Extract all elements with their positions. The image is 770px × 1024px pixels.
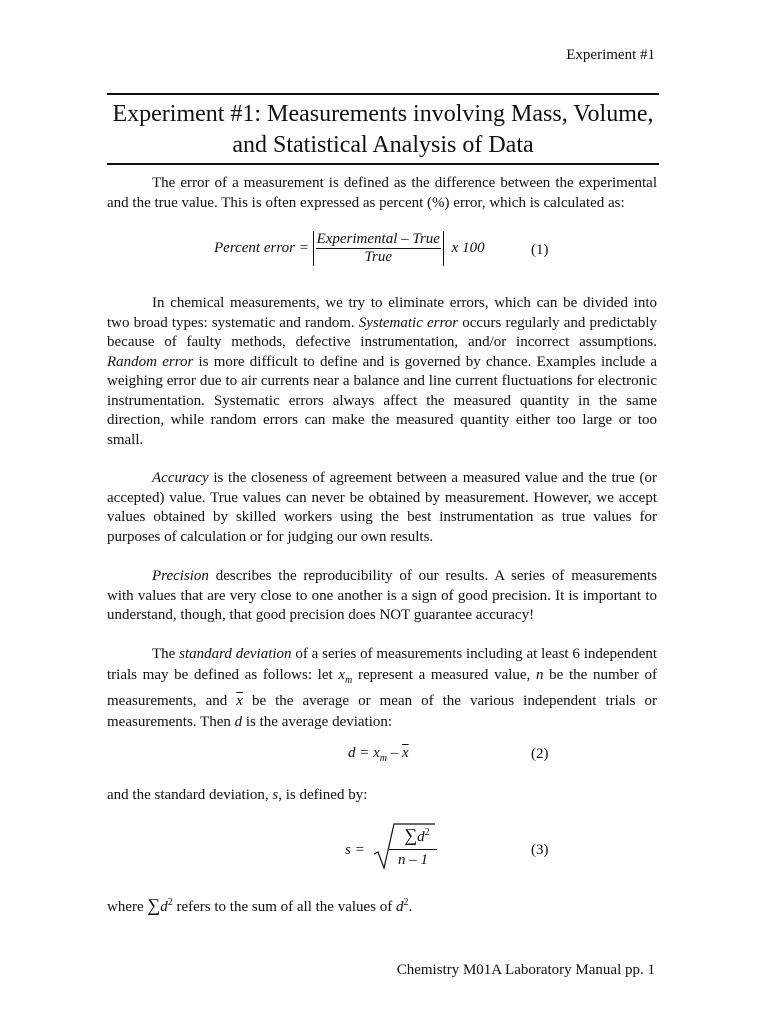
text-run: be the number of measurements, and bbox=[107, 666, 657, 709]
text-run: is the closeness of agreement between a measured value and the true (or accepted) value. True values can never be obtained by measurement. However, we accept values obtained by skilled workers using the best instrumentation as true values for purposes of calculation or for judging our own results. bbox=[107, 470, 657, 545]
exponent: 2 bbox=[424, 827, 430, 838]
fraction-bar bbox=[389, 849, 437, 850]
paragraph-standard-deviation bbox=[107, 644, 657, 732]
variable-d: d bbox=[160, 899, 168, 915]
equation-lhs: s = bbox=[345, 842, 365, 858]
variable-d: d bbox=[417, 829, 425, 845]
title-line-2: and Statistical Analysis of Data bbox=[232, 132, 534, 158]
paragraph-sum-note bbox=[107, 893, 657, 918]
fraction bbox=[316, 231, 441, 266]
variable-x: x bbox=[373, 745, 380, 761]
text-run: In chemical measurements, we try to eliminate errors, which can be divided into two broad types: systematic and random. bbox=[107, 295, 657, 331]
sqrt-denominator: n – 1 bbox=[398, 852, 428, 868]
summation-sign: ∑ bbox=[404, 825, 418, 845]
paragraph-standard-deviation-intro bbox=[107, 786, 657, 806]
variable-x-bar: $\overline{x}$ bbox=[402, 745, 409, 761]
paragraph-accuracy bbox=[107, 469, 657, 547]
title-block bbox=[107, 93, 659, 165]
term-accuracy: Accuracy bbox=[152, 470, 209, 486]
paragraph-precision bbox=[107, 567, 657, 626]
absolute-value-bars bbox=[313, 231, 444, 266]
text-run: refers to the sum of all the values of bbox=[172, 899, 397, 915]
equation-number-2: (2) bbox=[531, 746, 549, 762]
paragraph-error-definition bbox=[107, 174, 657, 213]
variable-n: n bbox=[535, 666, 544, 683]
minus-sign: – bbox=[387, 745, 403, 761]
variable-d: d bbox=[234, 713, 243, 730]
term-random-error: Random error bbox=[107, 353, 194, 370]
numerator: Experimental – True bbox=[316, 231, 440, 247]
variable-s: s bbox=[272, 787, 279, 803]
equation-lhs: Percent error = bbox=[214, 240, 309, 256]
term-standard-deviation: standard deviation bbox=[179, 646, 292, 662]
equation-lhs: d = bbox=[348, 745, 374, 761]
sqrt-numerator bbox=[397, 825, 437, 846]
subscript-m: m bbox=[345, 674, 353, 686]
term-precision: Precision bbox=[152, 568, 209, 584]
equation-number-1: (1) bbox=[531, 242, 549, 258]
running-head: Experiment #1 bbox=[566, 47, 655, 63]
text-run: and the standard deviation, bbox=[107, 787, 273, 803]
denominator: True bbox=[364, 249, 392, 265]
multiplier: x 100 bbox=[451, 240, 485, 256]
paragraph-text: The error of a measurement is defined as the difference between the experimental and the true value. This is often expressed as percent (%) error, which is calculated as: bbox=[107, 175, 657, 211]
title-line-1: Experiment #1: Measurements involving Mass, Volume, bbox=[112, 101, 654, 127]
variable-x: x bbox=[338, 666, 346, 683]
subscript-m: m bbox=[379, 753, 388, 764]
text-run: is the average deviation: bbox=[242, 713, 393, 730]
text-run: The bbox=[152, 646, 180, 662]
term-systematic-error: Systematic error bbox=[358, 314, 459, 331]
paragraph-error-types bbox=[107, 294, 657, 450]
text-run: be the average or mean of the various independent trials or measurements. Then bbox=[107, 693, 657, 730]
text-run: of a series of measurements including at least 6 independent trials may be defined as follows: let bbox=[107, 646, 658, 683]
equation-number-3: (3) bbox=[531, 842, 549, 858]
page-footer: Chemistry M01A Laboratory Manual pp. 1 bbox=[396, 962, 655, 978]
exponent: 2 bbox=[167, 897, 173, 908]
exponent: 2 bbox=[403, 897, 409, 908]
text-run: . bbox=[408, 899, 413, 915]
variable-d: d bbox=[396, 899, 404, 915]
summation-sign: ∑ bbox=[147, 895, 161, 915]
equation-percent-error bbox=[214, 231, 485, 266]
text-run: describes the reproducibility of our results. A series of measurements with values that are very close to one another is a sign of good precision. It is important to understand, though, that good precision does NOT guarantee accuracy! bbox=[107, 568, 657, 623]
text-run: where bbox=[107, 899, 148, 915]
variable-x-bar: $\overline{x}$ bbox=[236, 693, 243, 709]
text-run: , is defined by: bbox=[278, 787, 368, 803]
text-run: occurs regularly and predictably because of faulty methods, defective instrumentation, and/or incorrect assumptions. bbox=[107, 314, 658, 350]
equation-average-deviation bbox=[348, 745, 409, 764]
text-run: represent a measured value, bbox=[352, 666, 536, 683]
text-run: is more difficult to define and is governed by chance. Examples include a weighing error due to air currents near a balance and line current fluctuations for electronic instrumentation. Systematic errors always affect the measured quantity in the same direction, while random errors can make the measured quantity either too large or too small. bbox=[107, 353, 657, 448]
